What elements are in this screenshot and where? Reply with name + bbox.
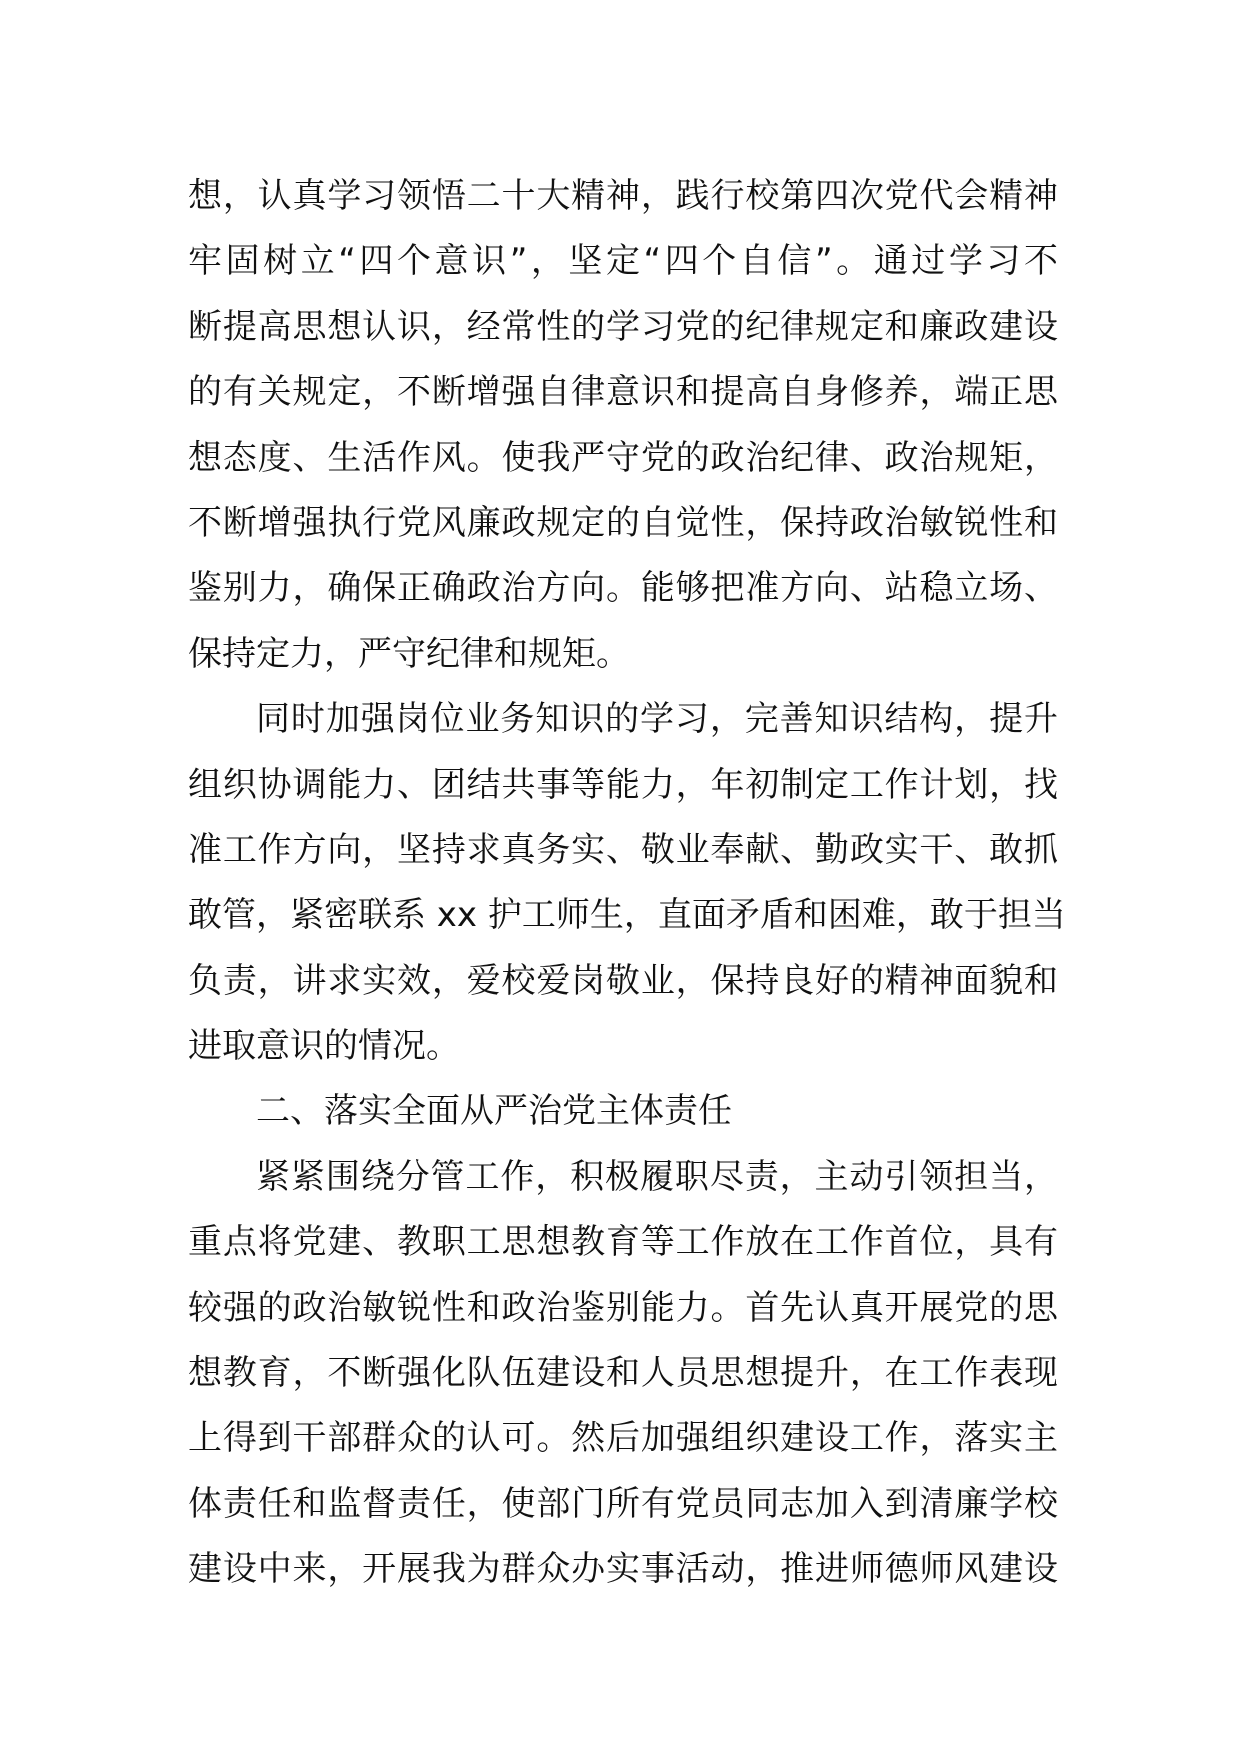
paragraph-line: 组织协调能力、团结共事等能力，年初制定工作计划，找: [188, 764, 1058, 805]
paragraph-line: 同时加强岗位业务知识的学习，完善知识结构，提升: [256, 699, 1058, 740]
document-body: [188, 164, 1066, 1603]
paragraph-line: 断提高思想认识，经常性的学习党的纪律规定和廉政建设: [188, 306, 1058, 347]
paragraph-line: 负责，讲求实效，爱校爱岗敬业，保持良好的精神面貌和: [188, 960, 1058, 1001]
paragraph-line: 建设中来，开展我为群众办实事活动，推进师德师风建设: [188, 1549, 1058, 1590]
paragraph-line: 体责任和监督责任，使部门所有党员同志加入到清廉学校: [188, 1483, 1058, 1524]
paragraph-line: 想态度、生活作风。使我严守党的政治纪律、政治规矩，: [188, 437, 1058, 478]
paragraph-line: 保持定力，严守纪律和规矩。: [188, 633, 630, 674]
paragraph-line: 的有关规定，不断增强自律意识和提高自身修养，端正思: [188, 372, 1058, 413]
paragraph-line: 准工作方向，坚持求真务实、敬业奉献、勤政实干、敢抓: [188, 829, 1058, 870]
paragraph-line: 重点将党建、教职工思想教育等工作放在工作首位，具有: [188, 1222, 1058, 1263]
paragraph-line: 上得到干部群众的认可。然后加强组织建设工作，落实主: [188, 1418, 1058, 1459]
paragraph-line: 进取意识的情况。: [188, 1026, 460, 1067]
paragraph-line: 不断增强执行党风廉政规定的自觉性，保持政治敏锐性和: [188, 502, 1058, 543]
paragraph-line: 牢固树立“四个意识”，坚定“四个自信”。通过学习不: [188, 241, 1058, 282]
section-heading: 二、落实全面从严治党主体责任: [256, 1091, 732, 1132]
paragraph-line: 较强的政治敏锐性和政治鉴别能力。首先认真开展党的思: [188, 1287, 1058, 1328]
paragraph-line: 想，认真学习领悟二十大精神，践行校第四次党代会精神: [188, 176, 1058, 216]
paragraph-line: 敢管，紧密联系 xx 护工师生，直面矛盾和困难，敢于担当: [188, 895, 1066, 936]
paragraph-line: 鉴别力，确保正确政治方向。能够把准方向、站稳立场、: [188, 568, 1058, 609]
paragraph-line: 紧紧围绕分管工作，积极履职尽责，主动引领担当，: [256, 1156, 1058, 1197]
paragraph-line: 想教育，不断强化队伍建设和人员思想提升，在工作表现: [188, 1353, 1058, 1394]
